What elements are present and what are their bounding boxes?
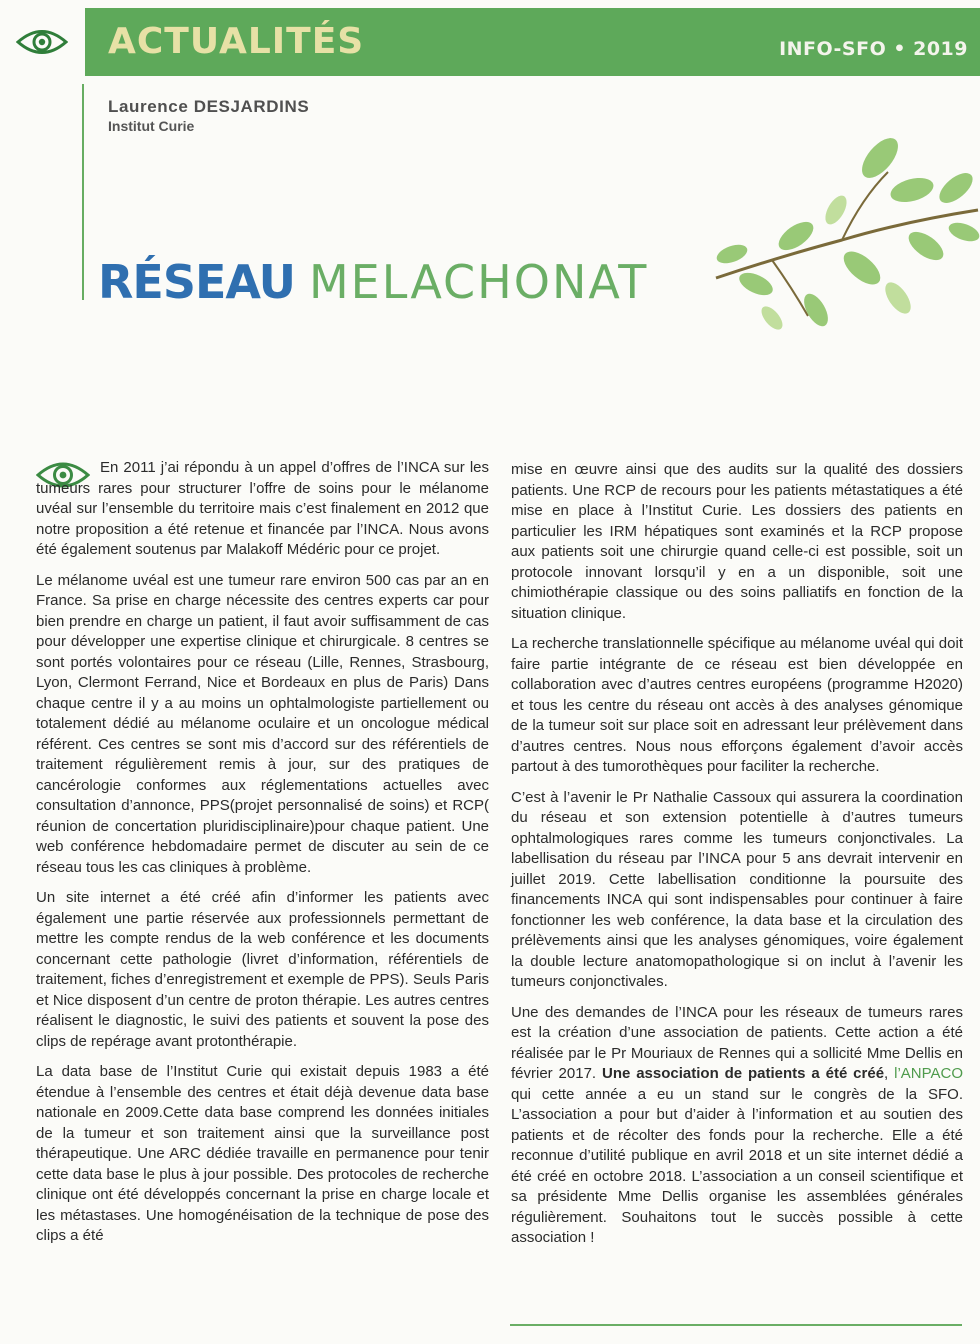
- vertical-rule: [82, 84, 84, 300]
- article-paragraph: mise en œuvre ainsi que des audits sur la qualité des dossiers patients. Une RCP de recours pour les patients métastatiques a été mise en place à l’Institut Curie. Les dossiers des patients en particulier les IRM hépatiques sont examinés et la RCP propose aux patients soit une chirurgie quand celle-ci est possible, soit un protocole innovant lorsqu’il y en a un disponible, soit une chimiothérapie classique ou des soins palliatifs en fonction de la situation clinique.: [511, 461, 963, 622]
- article-paragraph: En 2011 j’ai répondu à un appel d’offres de l’INCA sur les tumeurs rares pour structurer l’offre de soins pour le mélanome uvéal sur l’ensemble du territoire mais c’est finalement en 2012 que notre proposition a été retenue et financée par l’INCA. Nous avons été également soutenus par Malakoff Médéric pour ce projet.: [36, 459, 489, 558]
- leaf-branch-illustration: [712, 128, 980, 338]
- article-paragraph-association: [511, 1003, 963, 1249]
- association-bold-text: Une association de patients a été créé: [601, 1065, 885, 1082]
- article-column-left: [36, 458, 489, 1257]
- eye-icon: [16, 27, 68, 57]
- article-paragraph: La data base de l’Institut Curie qui existait depuis 1983 a été étendue à l’ensemble des centres et était déjà devenue data base nationale en 2009.Cette data base comprend les données initiales de la tumeur et son traitement ainsi que la surveillance post thérapeutique. Une ARC dédiée travaille en permanence pour tenir cette data base le plus à jour possible. Des protocoles de recherche clinique ont été développés concernant la prise en charge locale et les métastases. Une homogénéisation de la technique de pose des clips a été: [36, 1063, 489, 1244]
- article-headline: [98, 254, 648, 310]
- bottom-rule: [510, 1324, 962, 1326]
- headline-part-1: RÉSEAU: [98, 255, 295, 309]
- author-affiliation: Institut Curie: [108, 118, 195, 134]
- article-paragraph: La recherche translationnelle spécifique au mélanome uvéal qui doit faire partie intégrante de ce réseau est bien développée en collaboration avec d’autres centres européens (programme H2020) et tous les centre du réseau ont accès à des analyses génomique de la tumeur soit sur place soit en adressant leur prélèvement dans d’autres centres. Nous nous efforçons également d’avoir accès partout à des tumorothèques pour faciliter la recherche.: [511, 635, 963, 775]
- article-paragraph: Le mélanome uvéal est une tumeur rare environ 500 cas par an en France. Sa prise en charge nécessite des centres experts car pour bien prendre en charge un patient, il faut avoir suffisamment de cas pour développer une expertise clinique et chirurgicale. 8 centres se sont portés volontaires pour ce réseau (Lille, Rennes, Strasbourg, Lyon, Clermont Ferrand, Nice et Bordeaux en plus de Paris) Dans chaque centre il y a au moins un ophtalmologiste partiellement ou totalement dédié au mélanome oculaire et un oncologue médical référent. Ces centres se sont mis d’accord sur des référentiels de traitement régulièrement remis à jour, sur des pratiques de cancérologie conformes aux réglementations actuelles avec consultation d’annonce, PPS(projet personnalisé de soins) et RCP( réunion de concertation pluridisciplinaire)pour chaque patient. Une web conférence hebdomadaire permet de discuter au sein de ce réseau tous les cas cliniques à problème.: [36, 571, 489, 876]
- association-comma: ,: [884, 1065, 895, 1082]
- section-title: ACTUALITÉS: [108, 21, 365, 62]
- author-name: Laurence DESJARDINS: [108, 97, 310, 116]
- article-column-right: [511, 460, 963, 1259]
- headline-part-2: MELACHONAT: [308, 255, 649, 309]
- publication-meta: INFO-SFO • 2019: [779, 38, 968, 60]
- header-divider: [82, 8, 85, 76]
- header-eye-box: [0, 0, 82, 84]
- page-header: [0, 0, 980, 84]
- article-paragraph: C’est à l’avenir le Pr Nathalie Cassoux qui assurera la coordination du réseau et son extension potentielle à d’autres tumeurs ophtalmologiques rares comme les tumeurs conjonctivales. La labellisation du réseau par l’INCA pour 5 ans devrait intervenir en juillet 2019. Cette labellisation conditionne la poursuite des financements INCA qui sont indispensables pour continuer à faire fonctionner les web conférence, la data base et la circulation des prélèvements ainsi que les analyses génomiques, voire également la double lecture anatomopathologique si on inclut à l’avenir les tumeurs conjonctivales.: [511, 788, 963, 990]
- association-text-start: Une des demandes de l’INCA pour les réseaux de tumeurs rares est la création d’une association de patients. Cette action a été réalisée par le Pr Mouriaux de Rennes qui a sollicité Mme Dellis en février 2017.: [511, 1003, 963, 1082]
- anpaco-name: l’ANPACO: [894, 1065, 964, 1082]
- association-text-end: qui cette année a eu un stand sur le congrès de la SFO. L’association a pour but d’aider à l’information et au soutien des patients et de récolter des fonds pour la recherche. Elle a été reconnue d’utilité publique en avril 2018 et un site internet dédié a été créé en octobre 2018. L’association a un conseil scientifique et sa présidente Mme Dellis organise les assemblées générales régulièrement. Souhaitons tout le succès possible à cette association !: [511, 1085, 963, 1246]
- article-paragraph: Un site internet a été créé afin d’informer les patients avec également une partie réservée aux professionnels permettant de mettre les compte rendus de la web conférence et les documents concernant cette pathologie (livret d’information, référentiels de traitement, fiches d’enregistrement et exemple de PPS). Seuls Paris et Nice disposent d’un centre de proton thérapie. Les autres centres réalisent le diagnostic, le suivi des patients et souvent la pose des clips de repérage avant protonthérapie.: [36, 889, 489, 1050]
